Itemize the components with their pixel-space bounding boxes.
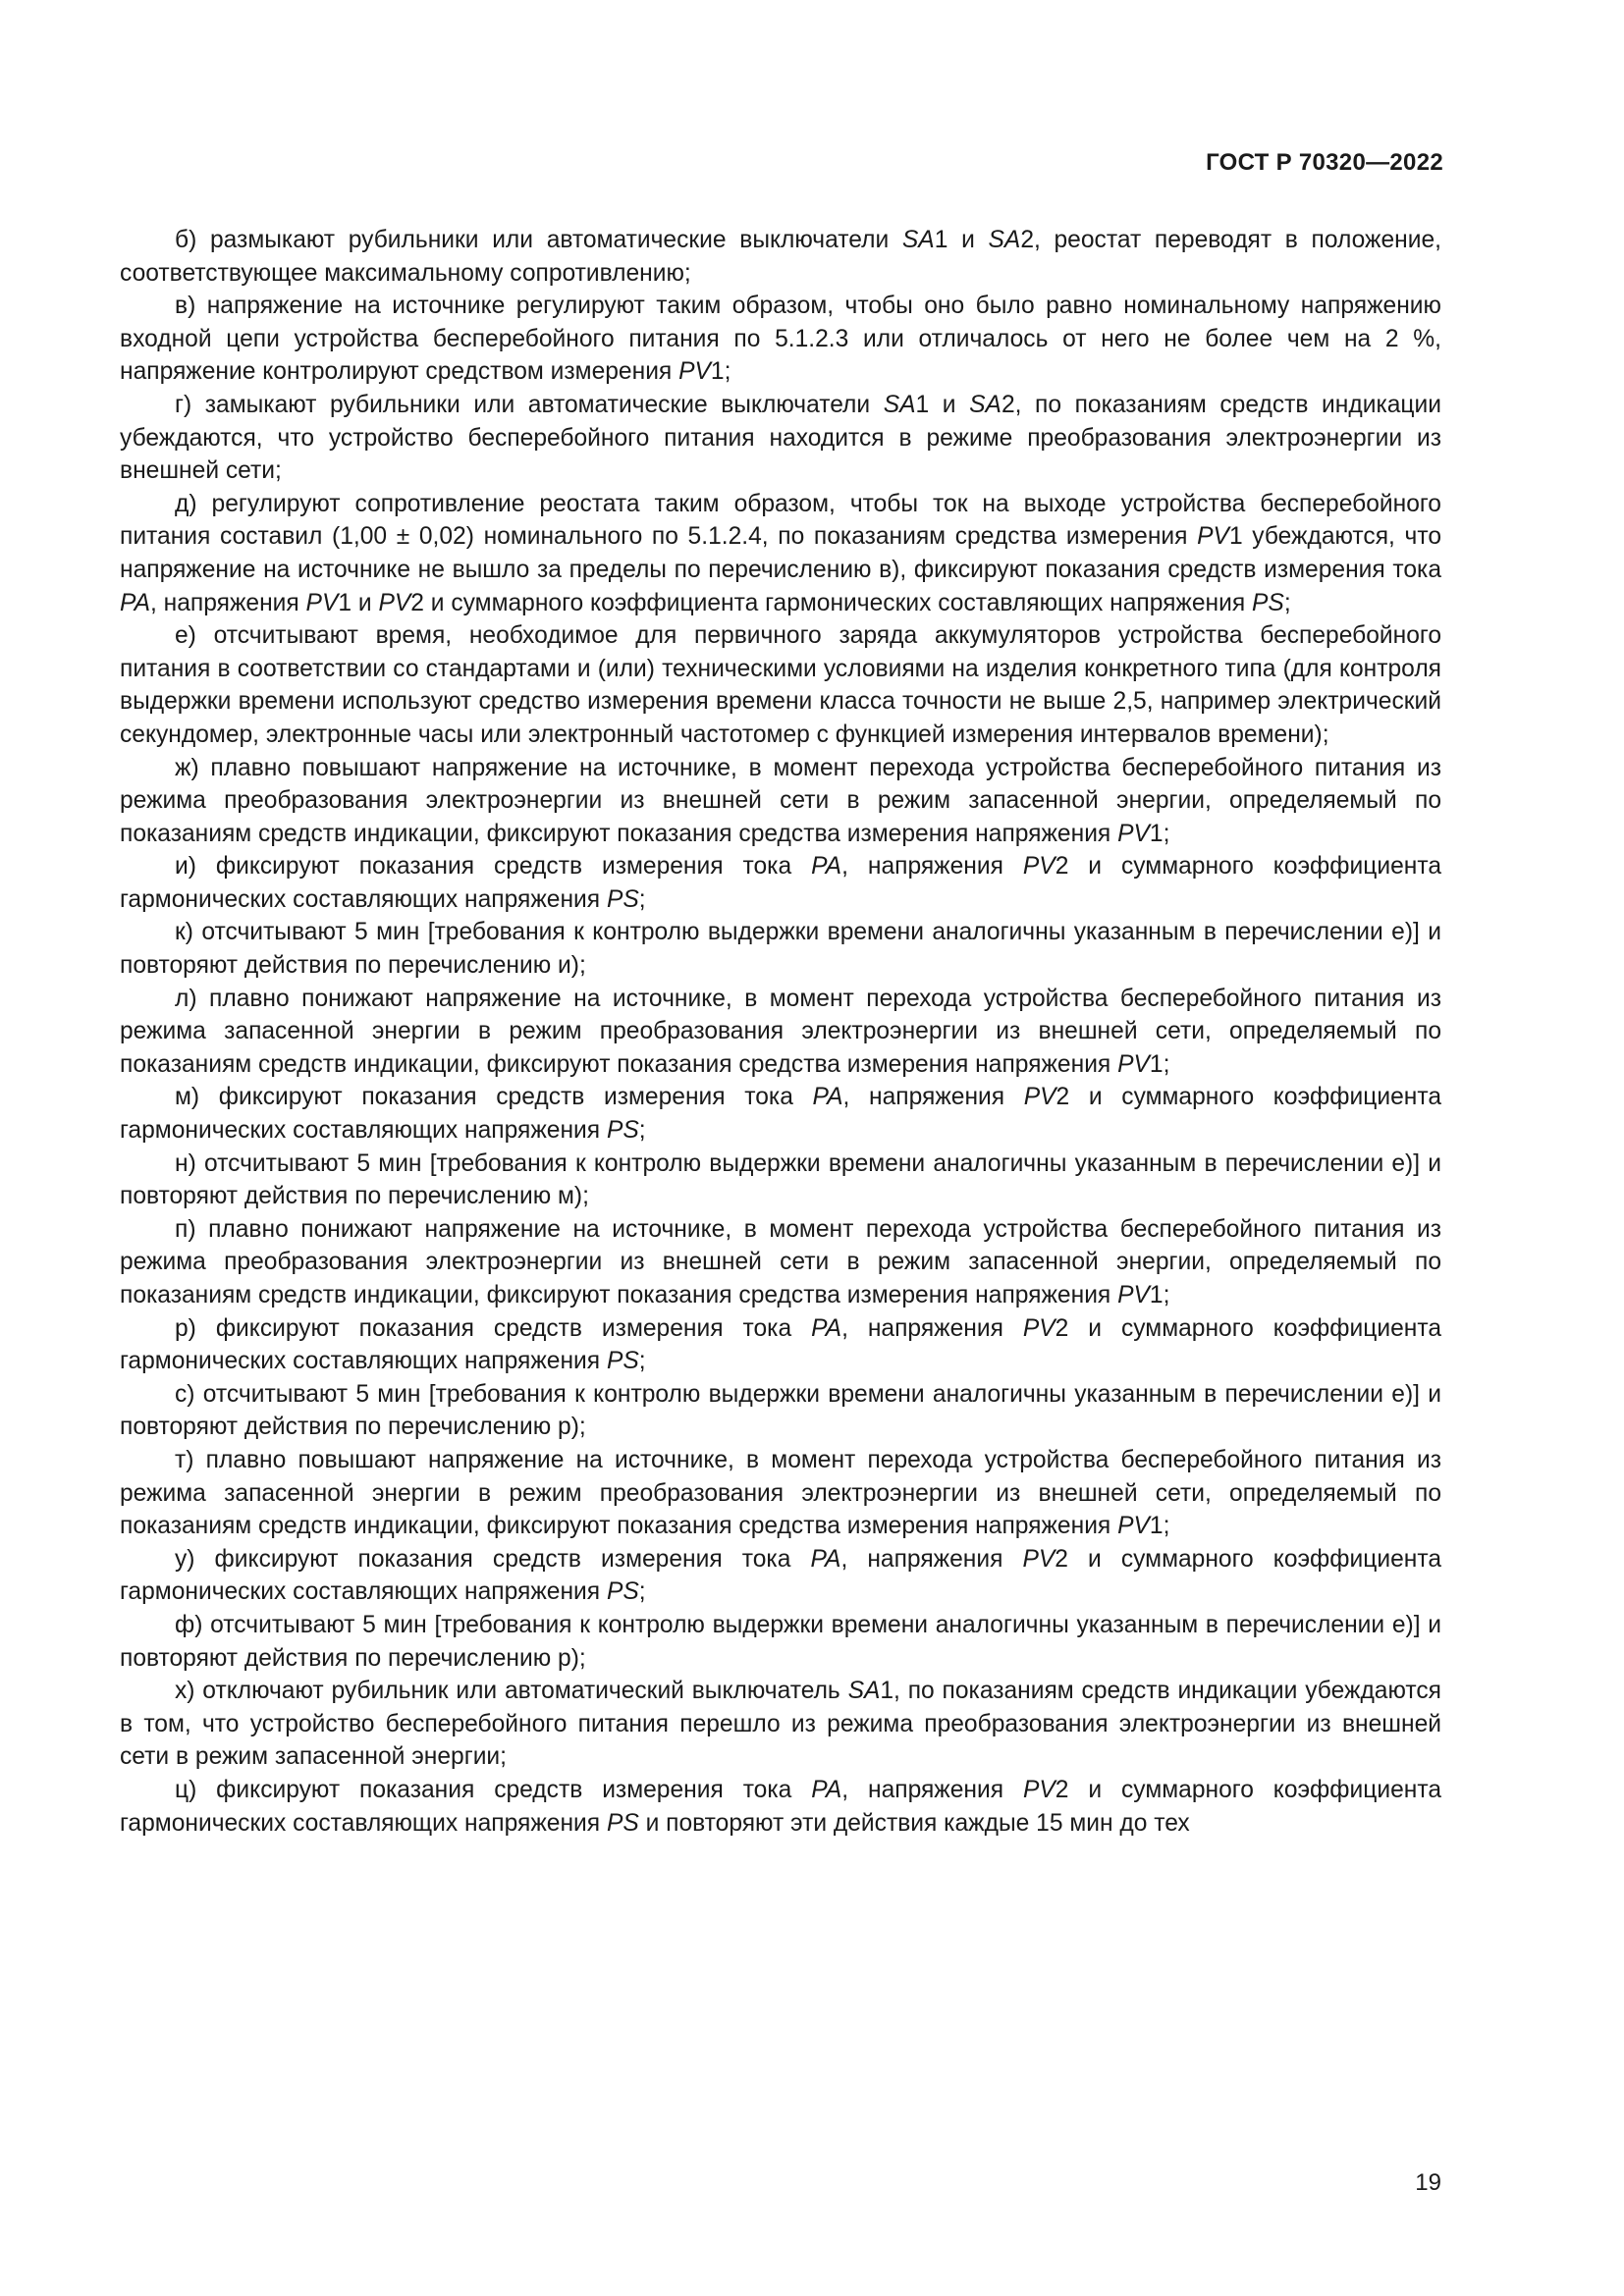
designation-symbol: PV xyxy=(1117,820,1150,847)
designation-symbol: SA xyxy=(969,391,1001,418)
paragraph-text: , напряжения xyxy=(840,1545,1023,1573)
paragraph-text: с) отсчитывают 5 мин [требования к контролю выдержки времени аналогичны указанным в перечислении е)] и повторяют действия по перечислению р); xyxy=(120,1380,1441,1441)
paragraph-text: ; xyxy=(638,885,646,913)
designation-symbol: SA xyxy=(847,1678,881,1705)
paragraph-item-k xyxy=(120,916,1441,982)
paragraph-text: д) регулируют сопротивление реостата таким образом, чтобы ток на выходе устройства бесперебойного питания составил (1,00 ± 0,02) номинального по 5.1.2.4, по показаниям средства измерения xyxy=(120,490,1441,551)
paragraph-text: р) фиксируют показания средств измерения тока xyxy=(175,1314,812,1342)
paragraph-text: н) отсчитывают 5 мин [требования к контролю выдержки времени аналогичны указанным в перечислении е)] и повторяют действия по перечислению м); xyxy=(120,1149,1441,1210)
paragraph-text: 1; xyxy=(1149,1513,1170,1540)
paragraph-text: п) плавно понижают напряжение на источнике, в момент перехода устройства бесперебойного питания из режима преобразования электроэнергии из внешней сети в режим запасенной энергии, определяемый по показаниям средств индикации, фиксируют показания средства измерения напряжения xyxy=(120,1215,1441,1308)
paragraph-item-s xyxy=(120,1378,1441,1444)
paragraph-item-n xyxy=(120,1148,1441,1213)
paragraph-text: 2 и суммарного коэффициента гармонических составляющих напряжения xyxy=(120,853,1442,913)
paragraph-item-h xyxy=(120,1675,1441,1774)
paragraph-text: ф) отсчитывают 5 мин [требования к контролю выдержки времени аналогичны указанным в перечислении е)] и повторяют действия по перечислению р); xyxy=(120,1611,1441,1672)
designation-symbol: PV xyxy=(378,589,411,616)
paragraph-item-d xyxy=(120,488,1441,619)
paragraph-item-m xyxy=(120,1081,1441,1147)
designation-symbol: PS xyxy=(606,885,639,913)
paragraph-text: 2, по показаниям средств индикации убеждаются, что устройство бесперебойного питания находится в режиме преобразования электроэнергии из внешней сети; xyxy=(120,391,1441,485)
paragraph-text: , напряжения xyxy=(149,589,306,616)
paragraph-text: ; xyxy=(638,1348,646,1375)
document-header: ГОСТ Р 70320—2022 xyxy=(1206,149,1443,176)
page-number: 19 xyxy=(1415,2169,1441,2196)
paragraph-text: 1 и xyxy=(934,227,989,253)
paragraph-text: е) отсчитывают время, необходимое для первичного заряда аккумуляторов устройства бесперебойного питания в соответствии со стандартами и (или) техническими условиями на изделия конкретного типа (для контроля выдержки времени используют средство измерения времени класса точности не выше 2,5, например электрический секундомер, электронные часы или электронный частотомер с функцией измерения интервалов времени); xyxy=(120,622,1441,748)
designation-symbol: PA xyxy=(811,853,842,881)
paragraph-item-f xyxy=(120,1609,1441,1675)
designation-symbol: PS xyxy=(606,1809,639,1837)
paragraph-item-i xyxy=(120,850,1441,916)
paragraph-text: б) размыкают рубильники или автоматические выключатели xyxy=(175,227,902,253)
paragraph-text: 1 и xyxy=(338,589,379,616)
paragraph-text: 1 и xyxy=(915,391,970,418)
designation-symbol: PA xyxy=(812,1084,843,1111)
paragraph-text: 2 и суммарного коэффициента гармонических составляющих напряжения xyxy=(120,1084,1441,1145)
paragraph-text: , напряжения xyxy=(842,1084,1024,1111)
paragraph-item-p xyxy=(120,1213,1441,1312)
paragraph-text: и) фиксируют показания средств измерения тока xyxy=(175,853,812,881)
designation-symbol: PS xyxy=(1252,589,1284,616)
paragraph-text: 1, по показаниям средств индикации убеждаются в том, что устройство бесперебойного питания перешло из режима преобразования электроэнергии из внешней сети в режим запасенной энергии; xyxy=(120,1678,1441,1771)
paragraph-text: , напряжения xyxy=(841,853,1023,881)
designation-symbol: PV xyxy=(305,589,339,616)
designation-symbol: PS xyxy=(606,1348,639,1375)
paragraph-text: 2, реостат переводят в положение, соответствующее максимальному сопротивлению; xyxy=(120,227,1441,287)
paragraph-item-r xyxy=(120,1312,1441,1378)
designation-symbol: PV xyxy=(1022,1776,1056,1803)
designation-symbol: PA xyxy=(811,1314,842,1342)
designation-symbol: PV xyxy=(1023,1084,1056,1111)
designation-symbol: PV xyxy=(1022,853,1056,881)
designation-symbol: PA xyxy=(120,589,150,616)
designation-symbol: SA xyxy=(988,227,1021,253)
paragraph-text: м) фиксируют показания средств измерения тока xyxy=(175,1084,813,1111)
designation-symbol: PS xyxy=(606,1117,639,1145)
paragraph-text: 2 и суммарного коэффициента гармонических составляющих напряжения xyxy=(120,1314,1441,1375)
designation-symbol: SA xyxy=(901,227,935,253)
designation-symbol: PA xyxy=(810,1545,841,1573)
paragraph-item-zh xyxy=(120,752,1441,851)
designation-symbol: PV xyxy=(1117,1282,1150,1308)
paragraph-item-ts xyxy=(120,1774,1441,1840)
paragraph-text: у) фиксируют показания средств измерения тока xyxy=(175,1545,811,1573)
paragraph-text: ; xyxy=(638,1117,646,1145)
paragraph-item-l xyxy=(120,983,1441,1082)
paragraph-text: 2 и суммарного коэффициента гармонических составляющих напряжения xyxy=(120,1776,1441,1837)
paragraph-item-v xyxy=(120,290,1441,389)
paragraph-text: х) отключают рубильник или автоматический выключатель xyxy=(175,1678,848,1705)
paragraph-text: л) плавно понижают напряжение на источнике, в момент перехода устройства бесперебойного питания из режима запасенной энергии в режим преобразования электроэнергии из внешней сети, определяемый по показаниям средств индикации, фиксируют показания средства измерения напряжения xyxy=(120,985,1441,1078)
paragraph-text: 1; xyxy=(1149,820,1170,847)
designation-symbol: PV xyxy=(1117,1513,1150,1540)
paragraph-text: ; xyxy=(1283,589,1291,616)
paragraph-text: и повторяют эти действия каждые 15 мин до тех xyxy=(638,1809,1190,1837)
paragraph-text: 1; xyxy=(1149,1050,1170,1078)
paragraph-text: , напряжения xyxy=(841,1776,1023,1803)
designation-symbol: PS xyxy=(606,1578,639,1606)
designation-symbol: PV xyxy=(1022,1314,1056,1342)
paragraph-text: 2 и суммарного коэффициента гармонических составляющих напряжения xyxy=(410,589,1253,616)
designation-symbol: PA xyxy=(811,1776,842,1803)
paragraph-text: 2 и суммарного коэффициента гармонических составляющих напряжения xyxy=(120,1545,1442,1606)
paragraph-item-u xyxy=(120,1543,1441,1609)
designation-symbol: PV xyxy=(1197,523,1229,551)
paragraph-text: ц) фиксируют показания средств измерения тока xyxy=(175,1776,812,1803)
paragraph-text: ; xyxy=(638,1578,646,1606)
paragraph-text: к) отсчитывают 5 мин [требования к контролю выдержки времени аналогичны указанным в перечислении е)] и повторяют действия по перечислению и); xyxy=(120,919,1441,980)
paragraph-text: в) напряжение на источнике регулируют таким образом, чтобы оно было равно номинальному напряжению входной цепи устройства бесперебойного питания по 5.1.2.3 или отличалось от него не более чем на 2 %, напряжение контролируют средством измерения xyxy=(120,293,1441,386)
designation-symbol: PV xyxy=(1117,1050,1150,1078)
paragraph-text: ж) плавно повышают напряжение на источнике, в момент перехода устройства бесперебойного питания из режима преобразования электроэнергии из внешней сети в режим запасенной энергии, определяемый по показаниям средств индикации, фиксируют показания средства измерения напряжения xyxy=(120,754,1441,847)
document-body xyxy=(120,224,1441,1840)
designation-symbol: SA xyxy=(883,391,916,418)
paragraph-item-b xyxy=(120,224,1441,290)
paragraph-text: т) плавно повышают напряжение на источнике, в момент перехода устройства бесперебойного питания из режима запасенной энергии в режим преобразования электроэнергии из внешней сети, определяемый по показаниям средств индикации, фиксируют показания средства измерения напряжения xyxy=(120,1446,1441,1540)
paragraph-item-g xyxy=(120,389,1441,488)
designation-symbol: PV xyxy=(678,358,711,386)
paragraph-item-t xyxy=(120,1444,1441,1543)
paragraph-item-e xyxy=(120,619,1441,751)
paragraph-text: 1; xyxy=(710,358,731,386)
paragraph-text: 1 убеждаются, что напряжение на источнике не вышло за пределы по перечислению в), фиксируют показания средств измерения тока xyxy=(120,523,1441,583)
paragraph-text: г) замыкают рубильники или автоматические выключатели xyxy=(175,391,884,418)
paragraph-text: , напряжения xyxy=(841,1314,1023,1342)
paragraph-text: 1; xyxy=(1149,1282,1170,1308)
designation-symbol: PV xyxy=(1022,1545,1056,1573)
